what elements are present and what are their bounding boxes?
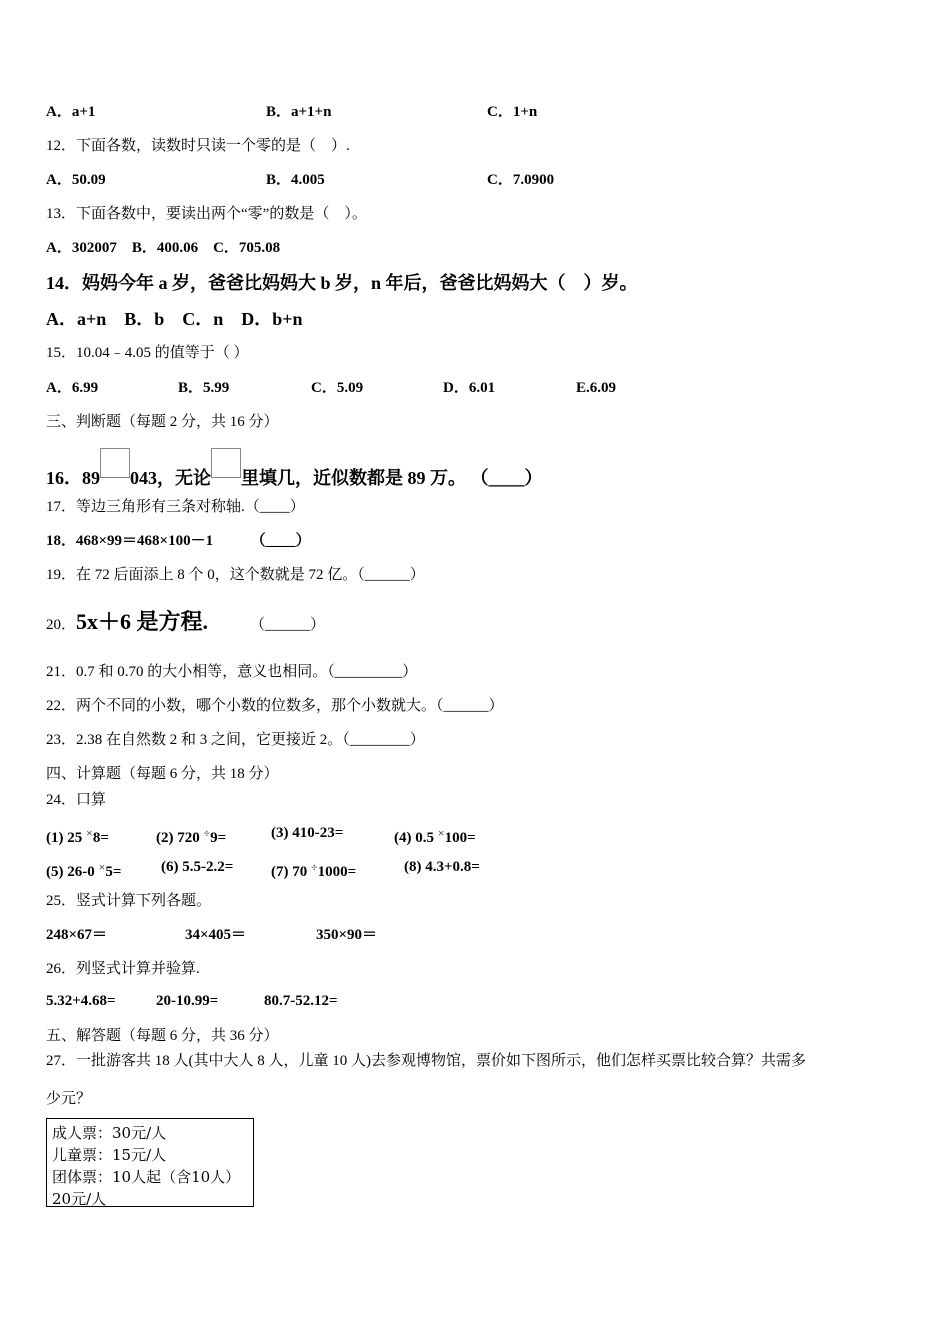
q24-item-8: (8) 4.3+0.8= — [404, 859, 480, 875]
q24-title: 24．口算 — [46, 792, 107, 808]
q16-middle: 043，无论 — [130, 468, 211, 488]
q21-text: 21．0.7 和 0.70 的大小相等，意义也相同。（_________） — [46, 664, 418, 680]
q20-blank: （______） — [250, 617, 326, 633]
q16-prefix: 16．89 — [46, 468, 100, 488]
q11-option-b: B．a+1+n — [266, 104, 332, 120]
q25-title: 25．竖式计算下列各题。 — [46, 893, 212, 909]
q24-item-2: (2) 720 ÷9= — [156, 826, 227, 846]
price-adult: 成人票：30元/人 — [52, 1124, 167, 1142]
q15-option-b: B．5.99 — [178, 380, 230, 396]
price-group: 团体票：10人起（含10人） — [52, 1168, 241, 1186]
q14-text: 14．妈妈今年 a 岁，爸爸比妈妈大 b 岁，n 年后，爸爸比妈妈大（ ）岁。 — [46, 273, 638, 293]
q26-item-2: 20-10.99= — [156, 993, 219, 1009]
q26-title: 26．列竖式计算并验算. — [46, 961, 200, 977]
q12-option-b: B．4.005 — [266, 172, 325, 188]
q13-options: A．302007 B．400.06 C．705.08 — [46, 240, 281, 256]
price-group-rate: 20元/人 — [52, 1190, 107, 1208]
q25-item-2: 34×405＝ — [185, 927, 247, 943]
q12-option-c: C．7.0900 — [487, 172, 555, 188]
q26-item-3: 80.7-52.12= — [264, 993, 338, 1009]
q20-text — [46, 608, 325, 639]
q12-option-a: A．50.09 — [46, 172, 106, 188]
q11-option-a: A．a+1 — [46, 104, 96, 120]
q13-text: 13．下面各数中，要读出两个“零”的数是（ ）。 — [46, 206, 367, 222]
q20-number: 20． — [46, 617, 77, 633]
q15-option-a: A．6.99 — [46, 380, 99, 396]
q16-text — [46, 448, 543, 490]
q16-suffix: 里填几，近似数都是 89 万。 （____） — [241, 468, 543, 488]
q24-item-3: (3) 410-23= — [271, 825, 344, 841]
q17-text: 17．等边三角形有三条对称轴.（____） — [46, 499, 305, 515]
price-child: 儿童票：15元/人 — [52, 1146, 167, 1164]
section-5-heading: 五、解答题（每题 6 分，共 36 分） — [46, 1028, 279, 1044]
q15-option-e: E.6.09 — [576, 380, 617, 396]
q18-text: 18．468×99＝468×100－1 （____） — [46, 533, 311, 549]
q24-item-7: (7) 70 ÷1000= — [271, 860, 357, 880]
q15-option-d: D．6.01 — [443, 380, 496, 396]
section-4-heading: 四、计算题（每题 6 分，共 18 分） — [46, 766, 279, 782]
q20-expression: 5x＋6 是方程. — [76, 609, 209, 634]
q22-text: 22．两个不同的小数，哪个小数的位数多，那个小数就大。（______） — [46, 698, 504, 714]
q16-blank-box-1 — [100, 448, 130, 478]
q23-text: 23．2.38 在自然数 2 和 3 之间，它更接近 2。（________） — [46, 732, 425, 748]
q19-text: 19．在 72 后面添上 8 个 0，这个数就是 72 亿。（______） — [46, 567, 425, 583]
q15-text: 15．10.04﹣4.05 的值等于（ ） — [46, 345, 249, 361]
q24-item-4: (4) 0.5 ×100= — [394, 826, 476, 846]
q11-option-c: C．1+n — [487, 104, 538, 120]
q24-item-6: (6) 5.5-2.2= — [161, 859, 234, 875]
section-3-heading: 三、判断题（每题 2 分，共 16 分） — [46, 414, 279, 430]
q25-item-1: 248×67＝ — [46, 927, 108, 943]
q24-item-5: (5) 26-0 ×5= — [46, 860, 122, 880]
q26-item-1: 5.32+4.68= — [46, 993, 116, 1009]
q15-option-c: C．5.09 — [311, 380, 364, 396]
ticket-price-box — [46, 1118, 254, 1207]
q27-text-line-1: 27．一批游客共 18 人(其中大人 8 人，儿童 10 人)去参观博物馆，票价如下图所示，他们怎样买票比较合算？共需多 — [46, 1053, 806, 1069]
q16-blank-box-2 — [211, 448, 241, 478]
q12-text: 12．下面各数，读数时只读一个零的是（ ）. — [46, 138, 350, 154]
q24-item-1: (1) 25 ×8= — [46, 826, 109, 846]
q14-options: A．a+n B．b C．n D．b+n — [46, 309, 303, 329]
q25-item-3: 350×90＝ — [316, 927, 378, 943]
q27-text-line-2: 少元？ — [46, 1091, 92, 1107]
